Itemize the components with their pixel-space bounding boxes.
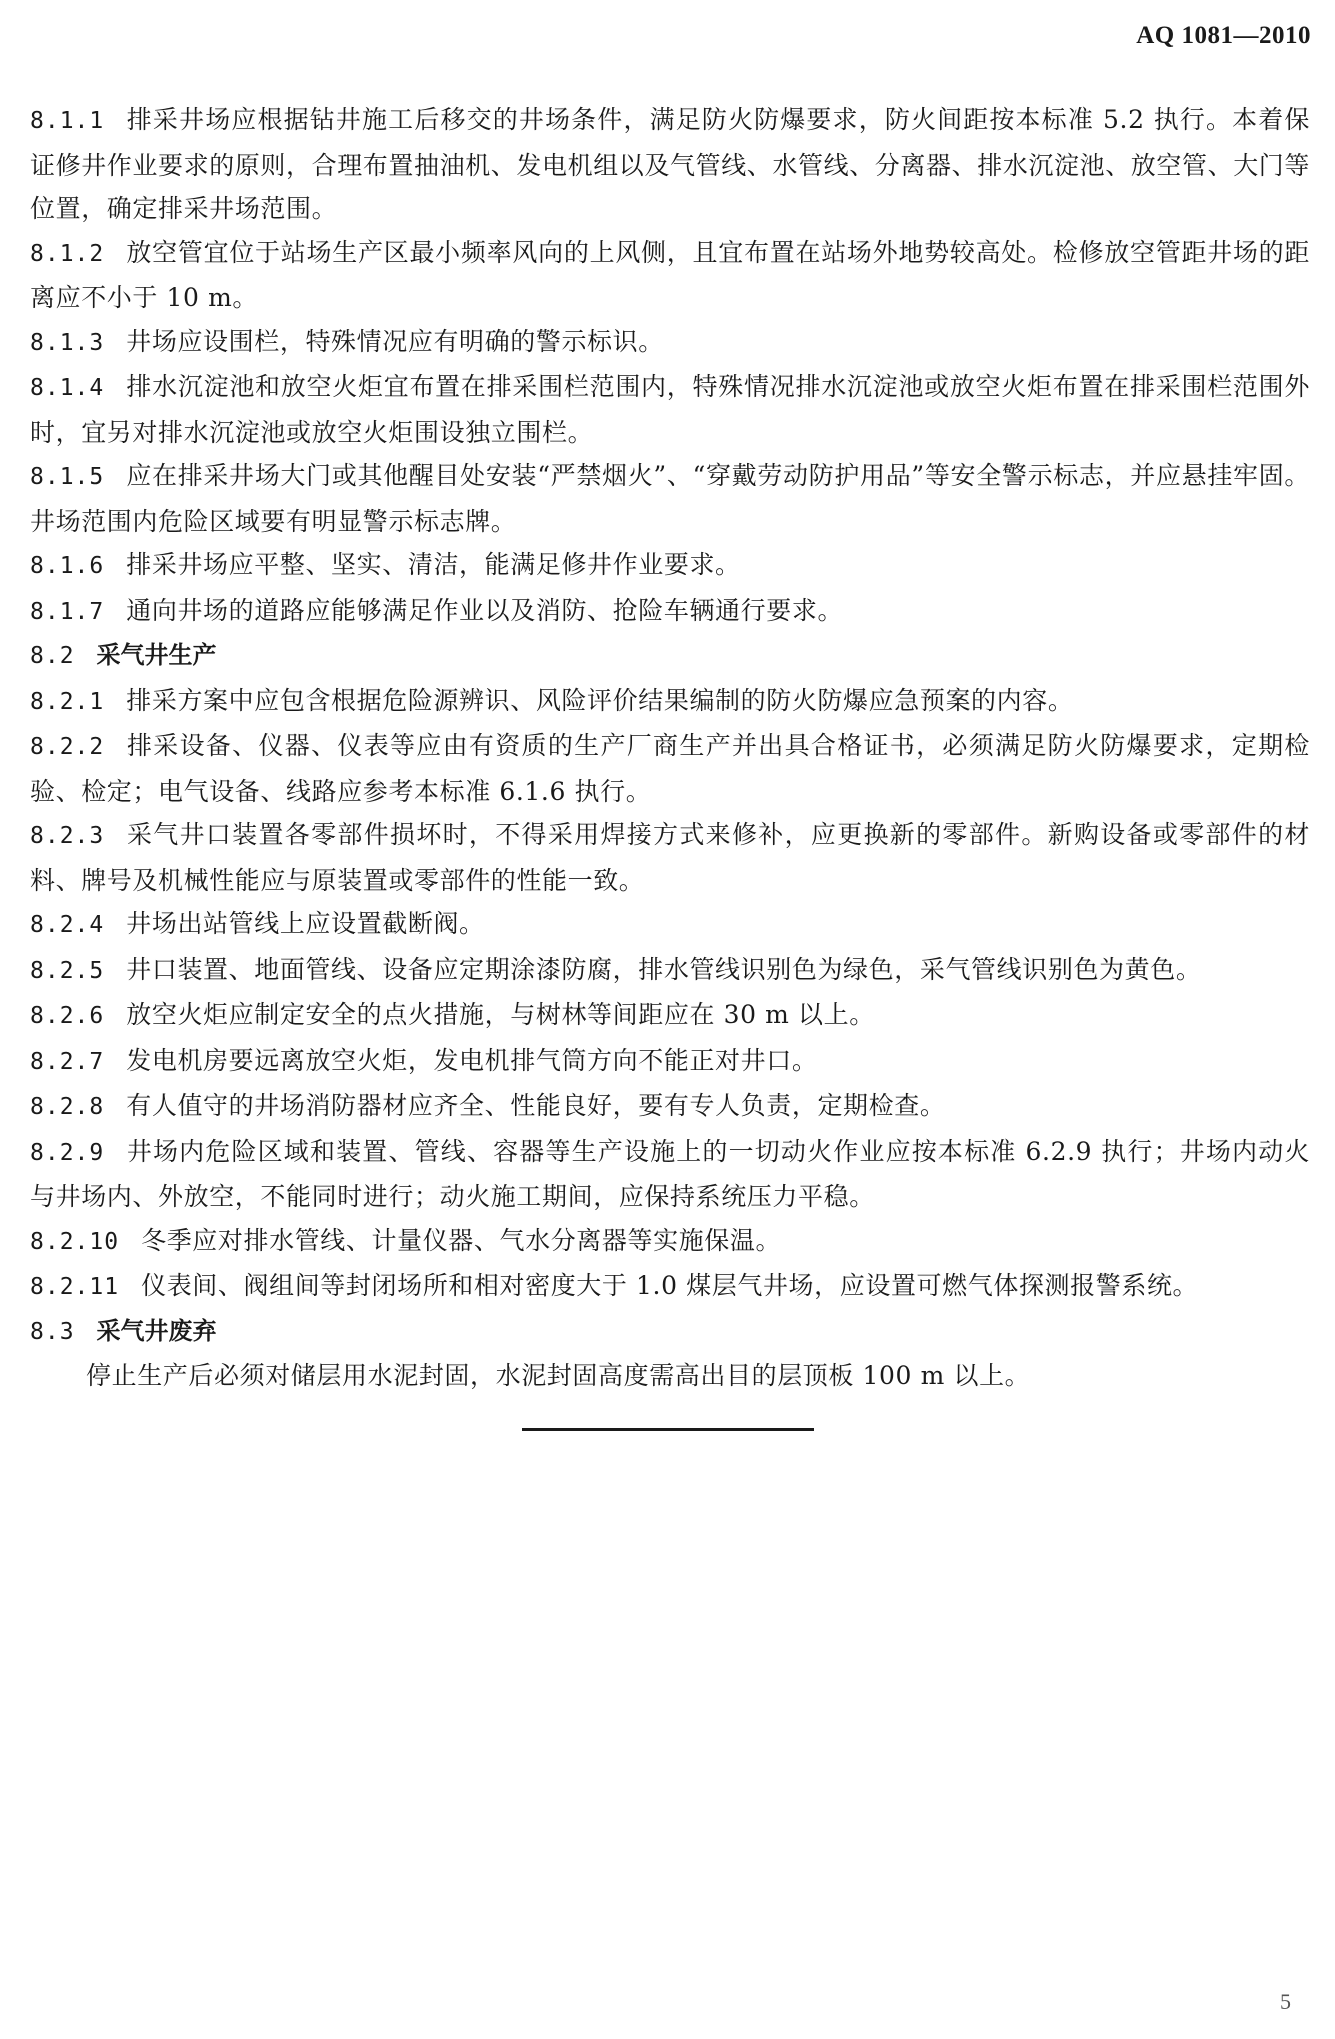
clause-number: 8.2.11 <box>30 1274 120 1300</box>
clause-8-2-8 <box>30 1084 1310 1130</box>
clause-8-2-11 <box>30 1264 1310 1310</box>
clause-text: 排采井场应平整、坚实、清洁，能满足修井作业要求。 <box>126 550 741 579</box>
section-heading-8-2 <box>30 634 1310 679</box>
document-body <box>30 98 1310 1398</box>
clause-8-1-3 <box>30 320 1310 366</box>
body-paragraph <box>30 1354 1310 1398</box>
section-number: 8.3 <box>30 1318 75 1345</box>
clause-text: 冬季应对排水管线、计量仪器、气水分离器等实施保温。 <box>141 1225 782 1255</box>
clause-text: 排水沉淀池和放空火炬宜布置在排采围栏范围内，特殊情况排水沉淀池或放空火炬布置在排采围栏范围外时，宜另对排水沉淀池或放空火炬围设独立围栏。 <box>30 372 1310 447</box>
clause-number: 8.2.9 <box>30 1139 105 1166</box>
clause-8-1-7 <box>30 589 1310 635</box>
body-text: 停止生产后必须对储层用水泥封固，水泥封固高度需高出目的层顶板 100 m 以上。 <box>86 1361 1031 1390</box>
clause-number: 8.1.5 <box>30 464 105 490</box>
clause-number: 8.1.7 <box>30 598 105 625</box>
clause-number: 8.2.10 <box>30 1228 120 1255</box>
page-number: 5 <box>1280 1989 1291 2014</box>
clause-number: 8.2.6 <box>30 1003 105 1029</box>
clause-number: 8.2.8 <box>30 1094 105 1120</box>
clause-text: 采气井口装置各零部件损坏时，不得采用焊接方式来修补，应更换新的零部件。新购设备或零部件的材料、牌号及机械性能应与原装置或零部件的性能一致。 <box>30 820 1310 895</box>
clause-8-2-7 <box>30 1039 1310 1085</box>
clause-8-2-2 <box>30 724 1310 813</box>
clause-8-2-6 <box>30 993 1310 1039</box>
clause-number: 8.1.1 <box>30 108 105 134</box>
clause-text: 放空火炬应制定安全的点火措施，与树林等间距应在 30 m 以上。 <box>126 1000 875 1029</box>
section-title: 采气井生产 <box>96 641 217 669</box>
clause-text: 放空管宜位于站场生产区最小频率风向的上风侧，且宜布置在站场外地势较高处。检修放空管距井场的距离应不小于 10 m。 <box>30 237 1310 312</box>
clause-number: 8.2.7 <box>30 1048 105 1075</box>
clause-number: 8.1.4 <box>30 375 105 401</box>
clause-8-2-1 <box>30 679 1310 725</box>
clause-number: 8.2.3 <box>30 823 105 849</box>
clause-text: 排采井场应根据钻井施工后移交的井场条件，满足防火防爆要求，防火间距按本标准 5.2 执行。本着保证修井作业要求的原则，合理布置抽油机、发电机组以及气管线、水管线、分离器、排水沉淀池、放空管、大门等位置，确定排采井场范围。 <box>30 105 1311 223</box>
clause-text: 排采方案中应包含根据危险源辨识、风险评价结果编制的防火防爆应急预案的内容。 <box>126 685 1074 715</box>
clause-text: 井场出站管线上应设置截断阀。 <box>126 909 485 938</box>
end-rule-divider <box>522 1428 814 1431</box>
section-number: 8.2 <box>30 643 75 669</box>
clause-text: 发电机房要远离放空火炬，发电机排气筒方向不能正对井口。 <box>126 1045 818 1075</box>
clause-text: 通向井场的道路应能够满足作业以及消防、抢险车辆通行要求。 <box>126 595 844 625</box>
clause-8-2-10 <box>30 1219 1310 1265</box>
clause-8-1-2 <box>30 231 1310 320</box>
clause-8-1-6 <box>30 543 1310 589</box>
clause-text: 应在排采井场大门或其他醒目处安装“严禁烟火”、“穿戴劳动防护用品”等安全警示标志，并应悬挂牢固。井场范围内危险区域要有明显警示标志牌。 <box>30 461 1310 536</box>
clause-number: 8.2.1 <box>30 688 105 715</box>
clause-8-1-5 <box>30 454 1310 543</box>
clause-number: 8.2.4 <box>30 912 105 938</box>
clause-8-1-1 <box>30 98 1310 231</box>
section-title: 采气井废弃 <box>96 1316 217 1345</box>
clause-text: 井场内危险区域和装置、管线、容器等生产设施上的一切动火作业应按本标准 6.2.9 执行；井场内动火与井场内、外放空，不能同时进行；动火施工期间，应保持系统压力平稳。 <box>30 1136 1310 1211</box>
clause-text: 有人值守的井场消防器材应齐全、性能良好，要有专人负责，定期检查。 <box>126 1091 946 1120</box>
document-code: AQ 1081—2010 <box>1136 22 1311 49</box>
clause-number: 8.2.5 <box>30 957 105 984</box>
clause-number: 8.2.2 <box>30 734 105 760</box>
clause-number: 8.1.2 <box>30 240 105 267</box>
clause-8-2-4 <box>30 902 1310 948</box>
clause-text: 井口装置、地面管线、设备应定期涂漆防腐，排水管线识别色为绿色，采气管线识别色为黄色。 <box>126 954 1202 984</box>
clause-number: 8.1.3 <box>30 329 105 356</box>
clause-8-2-5 <box>30 948 1310 994</box>
clause-8-1-4 <box>30 365 1310 454</box>
section-heading-8-3 <box>30 1310 1310 1355</box>
clause-text: 排采设备、仪器、仪表等应由有资质的生产厂商生产并出具合格证书，必须满足防火防爆要求，定期检验、检定；电气设备、线路应参考本标准 6.1.6 执行。 <box>30 731 1310 806</box>
clause-text: 井场应设围栏，特殊情况应有明确的警示标识。 <box>126 326 664 356</box>
clause-number: 8.1.6 <box>30 553 105 579</box>
clause-text: 仪表间、阀组间等封闭场所和相对密度大于 1.0 煤层气井场，应设置可燃气体探测报警系统。 <box>141 1271 1199 1300</box>
clause-8-2-9 <box>30 1130 1310 1219</box>
clause-8-2-3 <box>30 813 1310 902</box>
